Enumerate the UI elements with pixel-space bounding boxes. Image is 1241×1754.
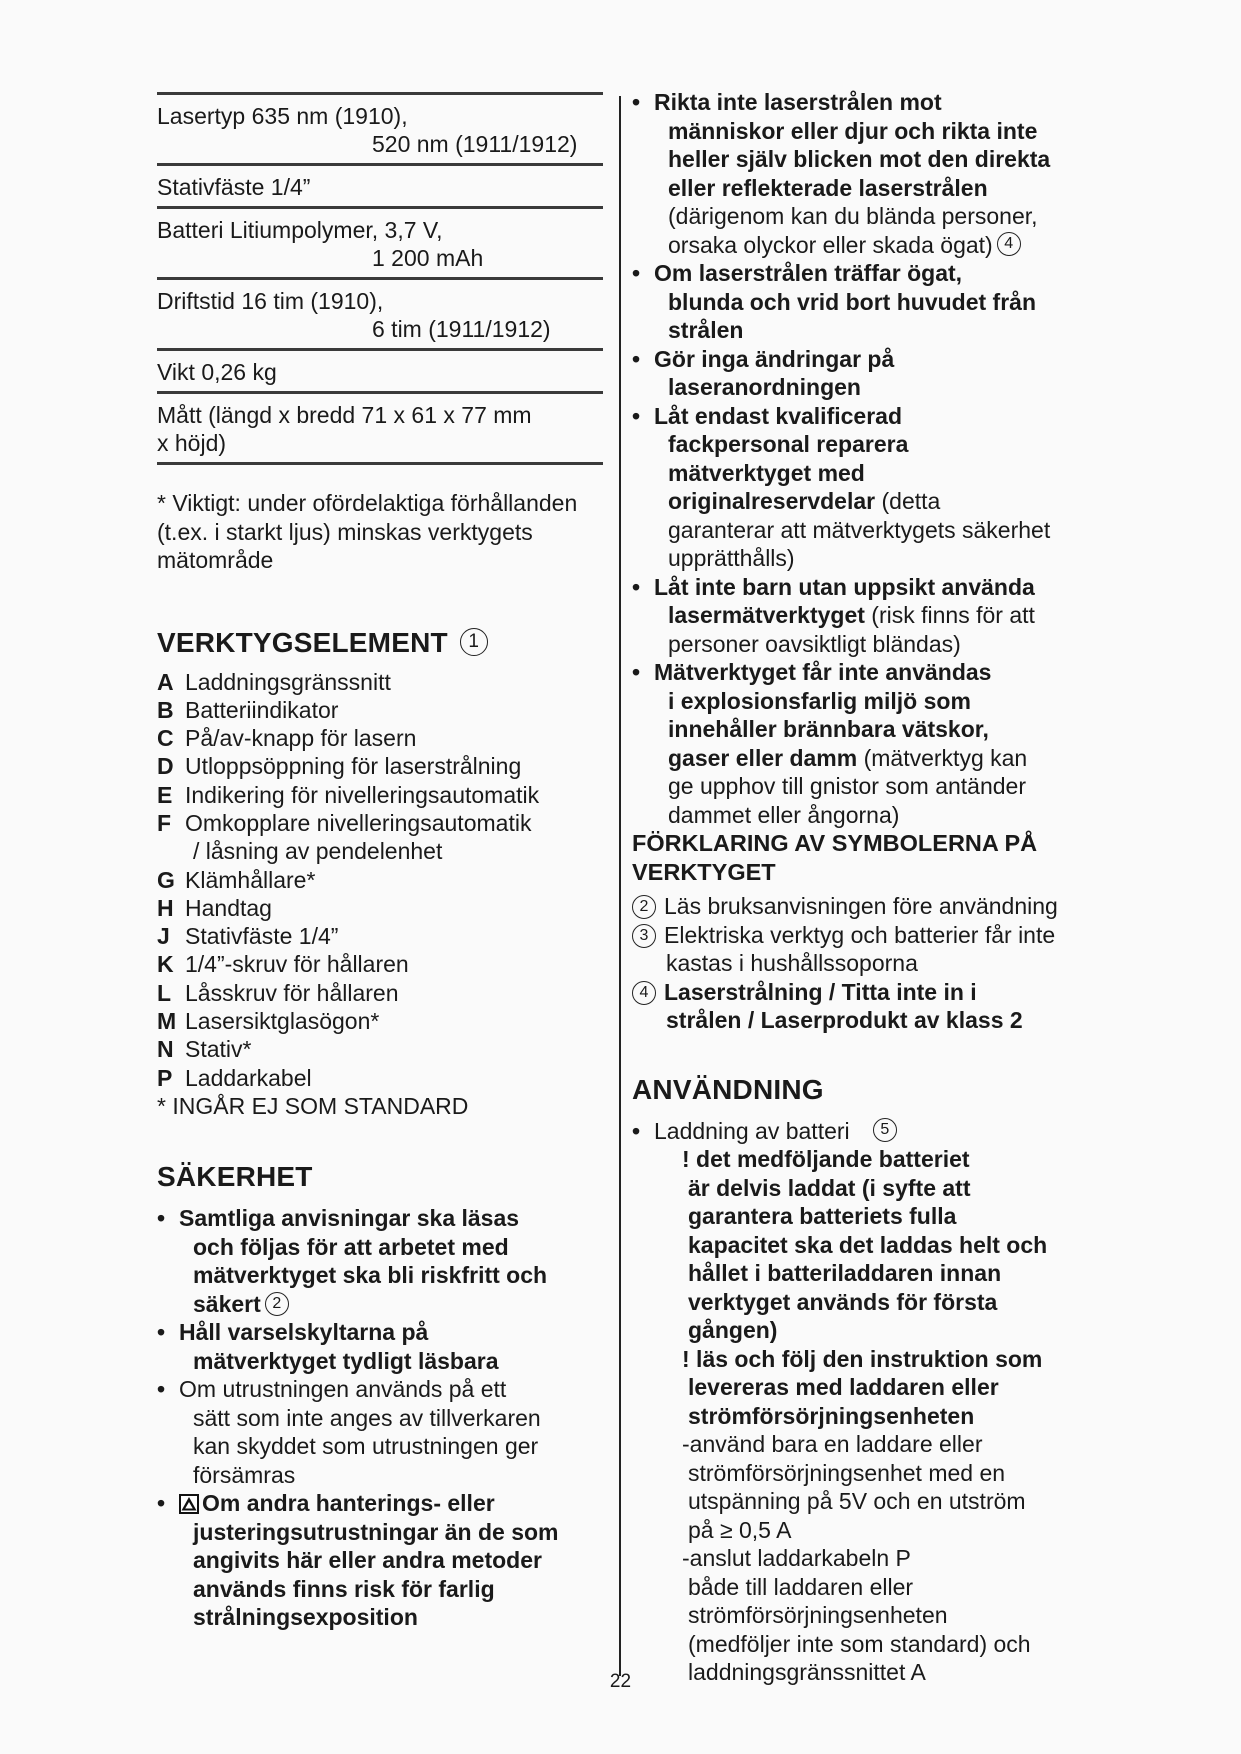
list-item: J Stativfäste 1/4” [157,923,339,950]
list-item: • Om andra hanterings- eller justeringsutrustningar än de som angivits här eller andra metoder används finns risk för farlig strålningsexposition [157,1490,559,1631]
list-item: • Mätverktyget får inte användas i explosionsfarlig miljö som innehåller brännbara vätskor, gaser eller damm (mätverktyg kan ge upphov till gnistor som antänder dammet eller ångorna) [632,659,1028,828]
list-item: 4 Laserstrålning / Titta inte in i strålen / Laserprodukt av klass 2 [632,978,1092,1035]
symbols-heading: FÖRKLARING AV SYMBOLERNA PÅ VERKTYGET [632,830,1038,885]
component-list [157,668,603,1121]
list-item: C På/av-knapp för lasern [157,725,417,752]
ref-circle: 3 [632,924,656,948]
symbol-list [632,892,1092,1035]
instruction-warning: ! läs och följ den instruktion som levereras med laddaren eller strömförsörjningsenheten [682,1345,1043,1429]
list-item: • Låt endast kvalificerad fackpersonal reparera mätverktyget med originalreservdelar (detta garanterar att mätverktygets säkerhet upprätthålls) [632,402,1051,571]
list-item: E Indikering för nivelleringsautomatik [157,781,540,808]
ref-circle: 5 [873,1118,897,1142]
charger-requirements: -använd bara en laddare eller strömförsörjningsenhet med en utspänning på 5V och en utström på ≥ 0,5 A [682,1431,1026,1543]
spec-row: Driftstid 16 tim (1910), 6 tim (1911/1912) [157,277,603,348]
spec-row: Batteri Litiumpolymer, 3,7 V, 1 200 mAh [157,206,603,277]
list-item: 3 Elektriska verktyg och batterier får inte kastas i hushållssoporna [632,921,1092,978]
list-item: H Handtag [157,894,272,921]
list-item: • Om laserstrålen träffar ögat, blunda och vrid bort huvudet från strålen [632,260,1036,343]
list-item: L Låsskruv för hållaren [157,979,399,1006]
ref-circle: 1 [460,628,488,656]
list-item: K 1/4”-skruv för hållaren [157,951,409,978]
spec-table [157,92,603,465]
list-item: A Laddningsgränssnitt [157,668,391,695]
range-note: * Viktigt: under ofördelaktiga förhållanden (t.ex. i starkt ljus) minskas verktygets mätområde [157,490,578,573]
column-divider [619,96,621,1676]
ref-circle: 2 [632,895,656,919]
laser-warning-icon [179,1494,199,1514]
list-item: • Samtliga anvisningar ska läsas och följas för att arbetet med mätverktyget ska bli riskfritt och säkert 2 [157,1205,548,1317]
list-item: D Utloppsöppning för laserstrålning [157,753,522,780]
right-column [632,88,1092,1687]
list-item: • Laddning av batteri 5 [632,1117,1092,1146]
left-column [157,92,603,1632]
list-item: M Lasersiktglasögon* [157,1008,380,1035]
spec-row: Lasertyp 635 nm (1910), 520 nm (1911/1912) [157,92,603,163]
list-item: F Omkopplare nivelleringsautomatik / låsning av pendelenhet [157,809,532,865]
usage-section [632,1117,1092,1687]
list-item: 2 Läs bruksanvisningen före användning [632,892,1092,921]
list-item: • Gör inga ändringar på laseranordningen [632,345,895,400]
laser-safety-list [632,88,1092,829]
list-item: • Håll varselskyltarna på mätverktyget tydligt läsbara [157,1319,499,1374]
spec-row: Stativfäste 1/4” [157,163,603,206]
ref-circle: 4 [632,981,656,1005]
spec-row: Mått (längd x bredd 71 x 61 x 77 mm x höjd) [157,391,603,462]
safety-heading: SÄKERHET [157,1161,313,1193]
list-item: • Låt inte barn utan uppsikt använda lasermätverktyget (risk finns för att personer oavsiktligt bländas) [632,573,1035,657]
list-item: P Laddarkabel [157,1064,312,1091]
page-number: 22 [609,1671,632,1692]
battery-warning: ! det medföljande batteriet är delvis laddat (i syfte att garantera batteriets fulla kapacitet ska det laddas helt och hållet i batteriladdaren innan verktyget används för första gången) [682,1146,1048,1343]
not-included-footnote: * INGÅR EJ SOM STANDARD [157,1092,469,1119]
ref-circle: 4 [997,232,1021,256]
ref-circle: 2 [265,1292,289,1316]
list-item: • Om utrustningen används på ett sätt som inte anges av tillverkaren kan skyddet som utrustningen ger försämras [157,1376,541,1488]
components-heading: VERKTYGSELEMENT 1 [157,626,603,660]
list-item: • Rikta inte laserstrålen mot människor eller djur och rikta inte heller själv blicken mot den direkta eller reflekterade laserstrålen (därigenom kan du blända personer, orsaka olyckor eller skada ögat) 4 [632,89,1051,258]
usage-heading: ANVÄNDNING [632,1073,824,1105]
cable-connection: -anslut laddarkabeln P både till laddaren eller strömförsörjningsenheten (medföljer inte som standard) och laddningsgränssnittet A [682,1545,1031,1685]
list-item: G Klämhållare* [157,866,316,893]
list-item: B Batteriindikator [157,696,339,723]
list-item: N Stativ* [157,1036,252,1063]
safety-list [157,1204,603,1632]
table-bottom-rule [157,462,603,465]
spec-row: Vikt 0,26 kg [157,348,603,391]
